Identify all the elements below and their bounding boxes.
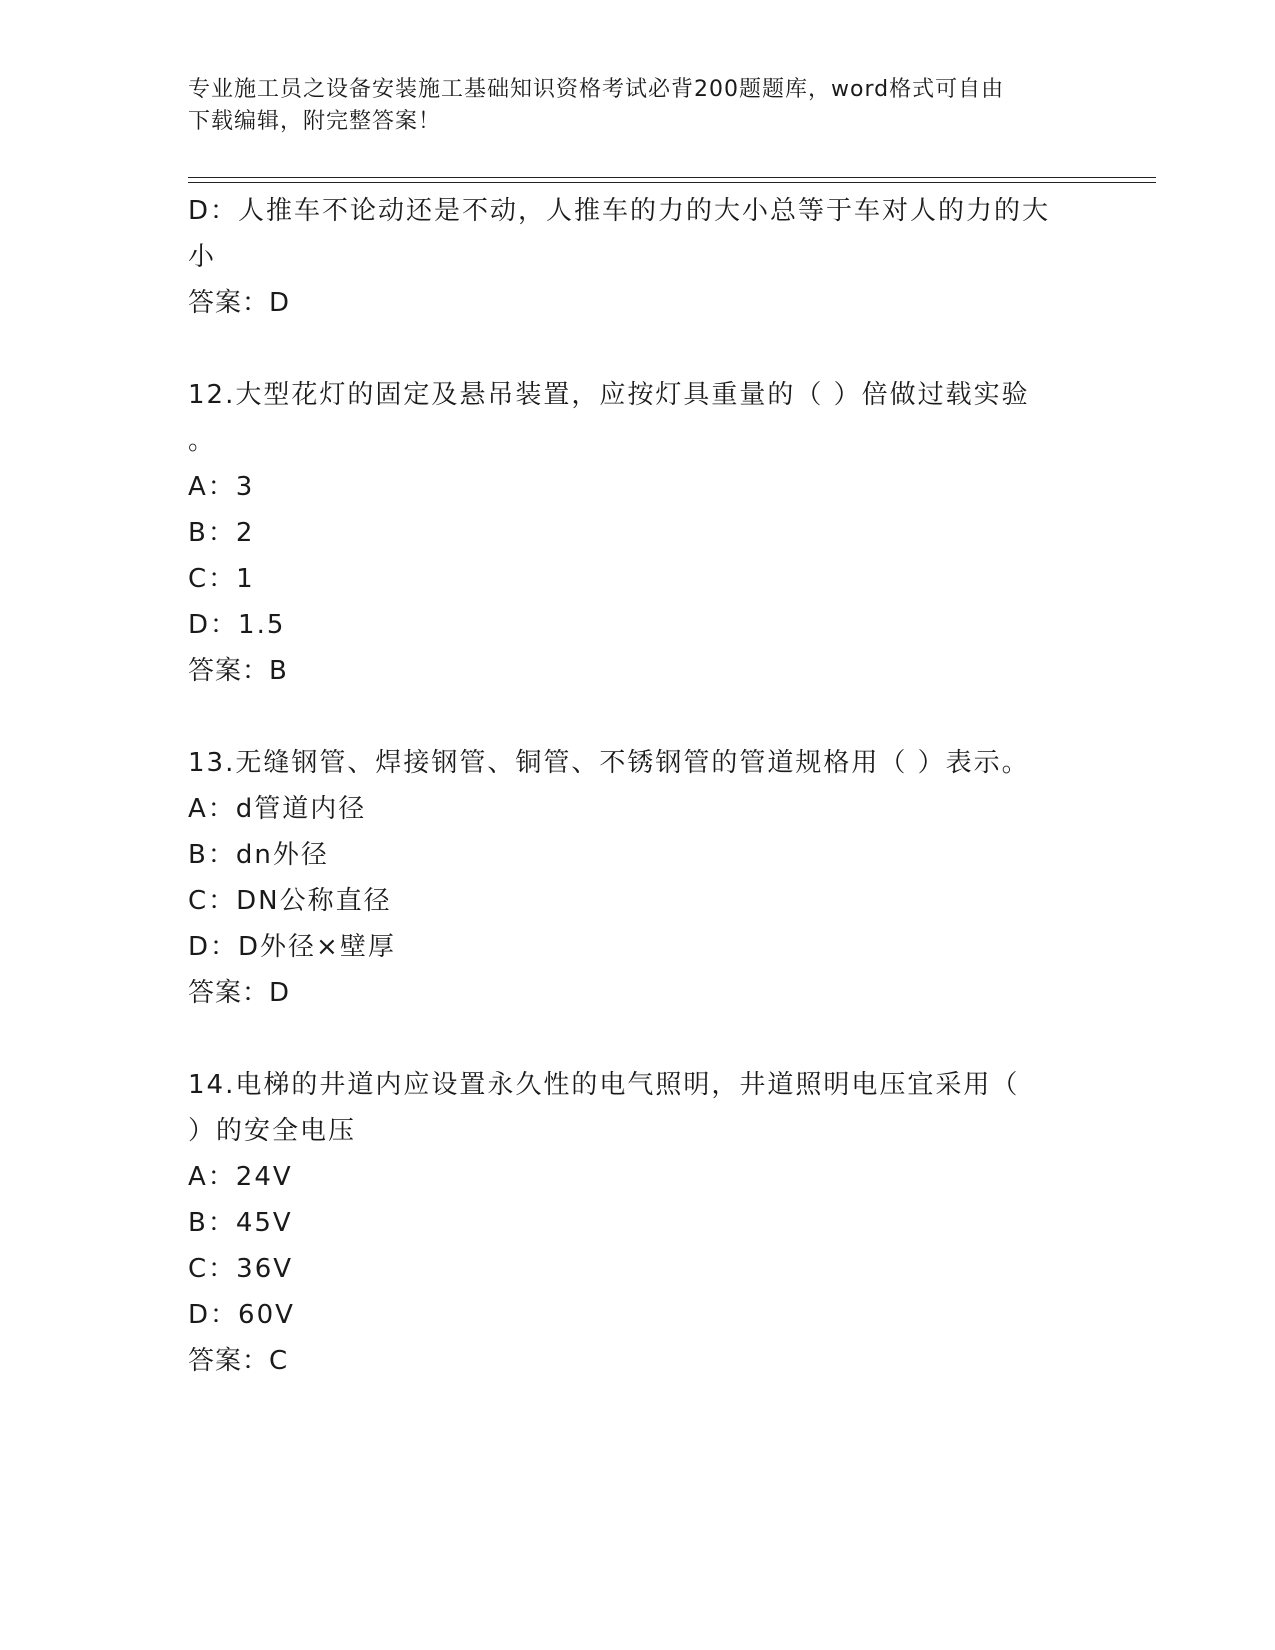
option-d: D：D外径×壁厚 [188, 932, 396, 962]
question-stem: 13.无缝钢管、焊接钢管、铜管、不锈钢管的管道规格用（ ）表示。 [188, 748, 1030, 778]
question-stem: 12.大型花灯的固定及悬吊装置，应按灯具重量的（ ）倍做过载实验 [188, 380, 1030, 410]
option-b: B：2 [188, 518, 255, 548]
question-stem-continued: 。 [188, 426, 217, 456]
question-13 [188, 740, 1078, 1016]
prev-question [188, 188, 1078, 326]
option-d: D：人推车不论动还是不动，人推车的力的大小总等于车对人的力的大 [188, 196, 1051, 226]
answer-label: 答案：C [188, 1346, 289, 1376]
option-d-continued: 小 [188, 242, 217, 272]
option-a: A：3 [188, 472, 255, 502]
question-content [188, 188, 1078, 1384]
header-divider-bottom [188, 182, 1156, 183]
option-a: A：24V [188, 1162, 293, 1192]
option-d: D：1.5 [188, 610, 286, 640]
option-b: B：dn外径 [188, 840, 329, 870]
header-line-2: 下载编辑，附完整答案！ [188, 109, 442, 134]
question-14 [188, 1062, 1078, 1384]
option-c: C：1 [188, 564, 255, 594]
header-line-1: 专业施工员之设备安装施工基础知识资格考试必背200题题库，word格式可自由 [188, 77, 1005, 102]
option-d: D：60V [188, 1300, 295, 1330]
answer-label: 答案：D [188, 288, 291, 318]
option-c: C：36V [188, 1254, 294, 1284]
option-a: A：d管道内径 [188, 794, 367, 824]
question-12 [188, 372, 1078, 694]
header-divider-top [188, 177, 1156, 178]
question-stem-continued: ）的安全电压 [188, 1116, 357, 1146]
answer-label: 答案：B [188, 656, 288, 686]
option-c: C：DN公称直径 [188, 886, 392, 916]
question-stem: 14.电梯的井道内应设置永久性的电气照明，井道照明电压宜采用（ [188, 1070, 1020, 1100]
document-header [188, 74, 1068, 138]
option-b: B：45V [188, 1208, 293, 1238]
answer-label: 答案：D [188, 978, 291, 1008]
